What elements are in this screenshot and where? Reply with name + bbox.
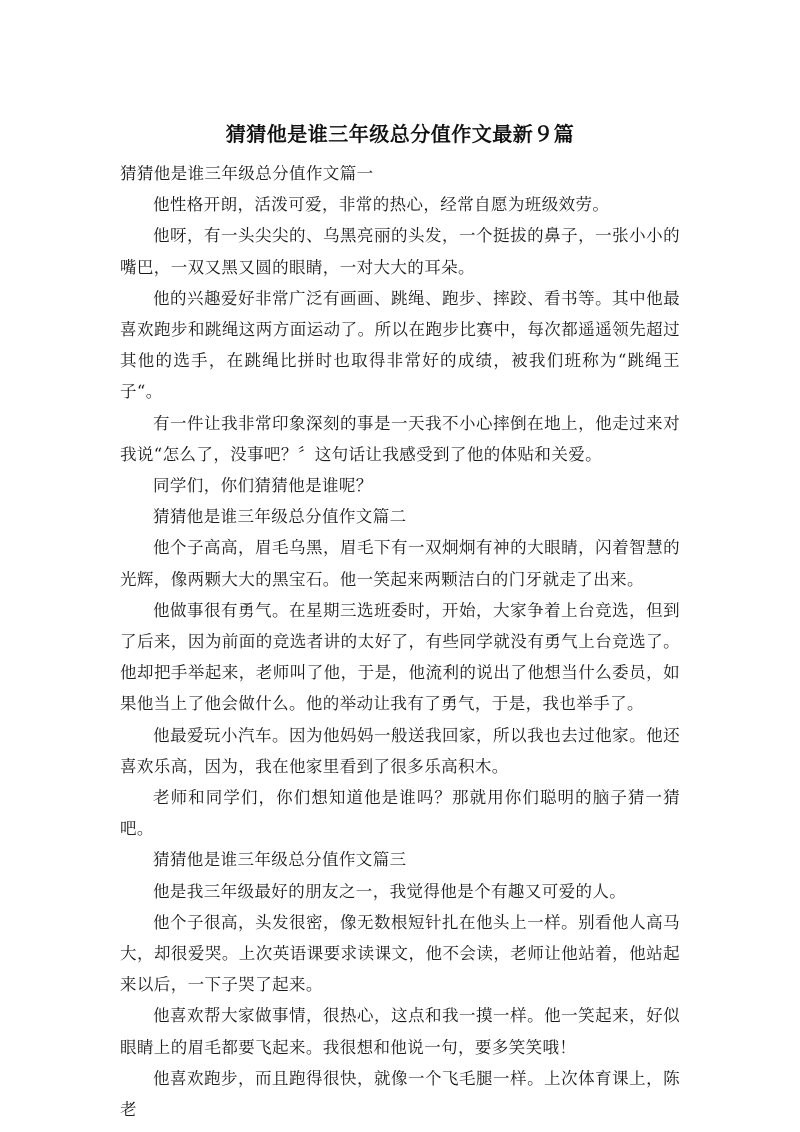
paragraph: 同学们，你们猜猜他是谁呢？ bbox=[153, 476, 373, 496]
paragraph: 他是我三年级最好的朋友之一，我觉得他是个有趣又可爱的人。 bbox=[153, 881, 627, 901]
paragraph: 老师和同学们，你们想知道他是谁吗？那就用你们聪明的脑子猜一猜吧。 bbox=[120, 788, 680, 839]
paragraph: 有一件让我非常印象深刻的事是一天我不小心摔倒在地上，他走过来对我说“怎么了，没事吧？〞这句话让我感受到了他的体贴和关爱。 bbox=[120, 413, 680, 464]
paragraph: 他最爱玩小汽车。因为他妈妈一般送我回家，所以我也去过他家。他还喜欢乐高，因为，我在他家里看到了很多乐高积木。 bbox=[120, 725, 680, 776]
section-heading-1: 猜猜他是谁三年级总分值作文篇一 bbox=[120, 164, 374, 183]
paragraph: 他个子高高，眉毛乌黑，眉毛下有一双炯炯有神的大眼睛，闪着智慧的光辉，像两颗大大的黑宝石。他一笑起来两颗洁白的门牙就走了出来。 bbox=[120, 538, 680, 589]
paragraph: 他的兴趣爱好非常广泛有画画、跳绳、跑步、摔跤、看书等。其中他最喜欢跑步和跳绳这两方面运动了。所以在跑步比赛中，每次都遥遥领先超过其他的选手，在跳绳比拼时也取得非常好的成绩，被我们班称为“跳绳王子“。 bbox=[120, 288, 680, 402]
section-heading-2: 猜猜他是谁三年级总分值作文篇二 bbox=[153, 507, 407, 527]
paragraph: 他性格开朗，活泼可爱，非常的热心，经常自愿为班级效劳。 bbox=[153, 195, 610, 215]
document-title: 猜猜他是谁三年级总分值作文最新９篇 bbox=[225, 122, 575, 146]
paragraph: 他喜欢帮大家做事情，很热心，这点和我一摸一样。他一笑起来，好似眼睛上的眉毛都要飞起来。我很想和他说一句，要多笑笑哦！ bbox=[120, 1006, 680, 1057]
paragraph: 他个子很高，头发很密，像无数根短针扎在他头上一样。别看他人高马大，却很爱哭。上次英语课要求读课文，他不会读，老师让他站着，他站起来以后，一下子哭了起来。 bbox=[120, 912, 680, 995]
paragraph: 他做事很有勇气。在星期三选班委时，开始，大家争着上台竞选，但到了后来，因为前面的竞选者讲的太好了，有些同学就没有勇气上台竞选了。他却把手举起来，老师叫了他，于是，他流利的说出了他想当什么委员，如果他当上了他会做什么。他的举动让我有了勇气，于是，我也举手了。 bbox=[120, 600, 680, 714]
document-body bbox=[120, 158, 680, 1125]
section-heading-3: 猜猜他是谁三年级总分值作文篇三 bbox=[153, 850, 407, 870]
paragraph: 他喜欢跑步，而且跑得很快，就像一个飞毛腿一样。上次体育课上，陈老 bbox=[120, 1068, 680, 1120]
paragraph: 他呀，有一头尖尖的、乌黑亮丽的头发，一个挺拔的鼻子，一张小小的嘴巴，一双又黑又圆的眼睛，一对大大的耳朵。 bbox=[120, 226, 680, 277]
